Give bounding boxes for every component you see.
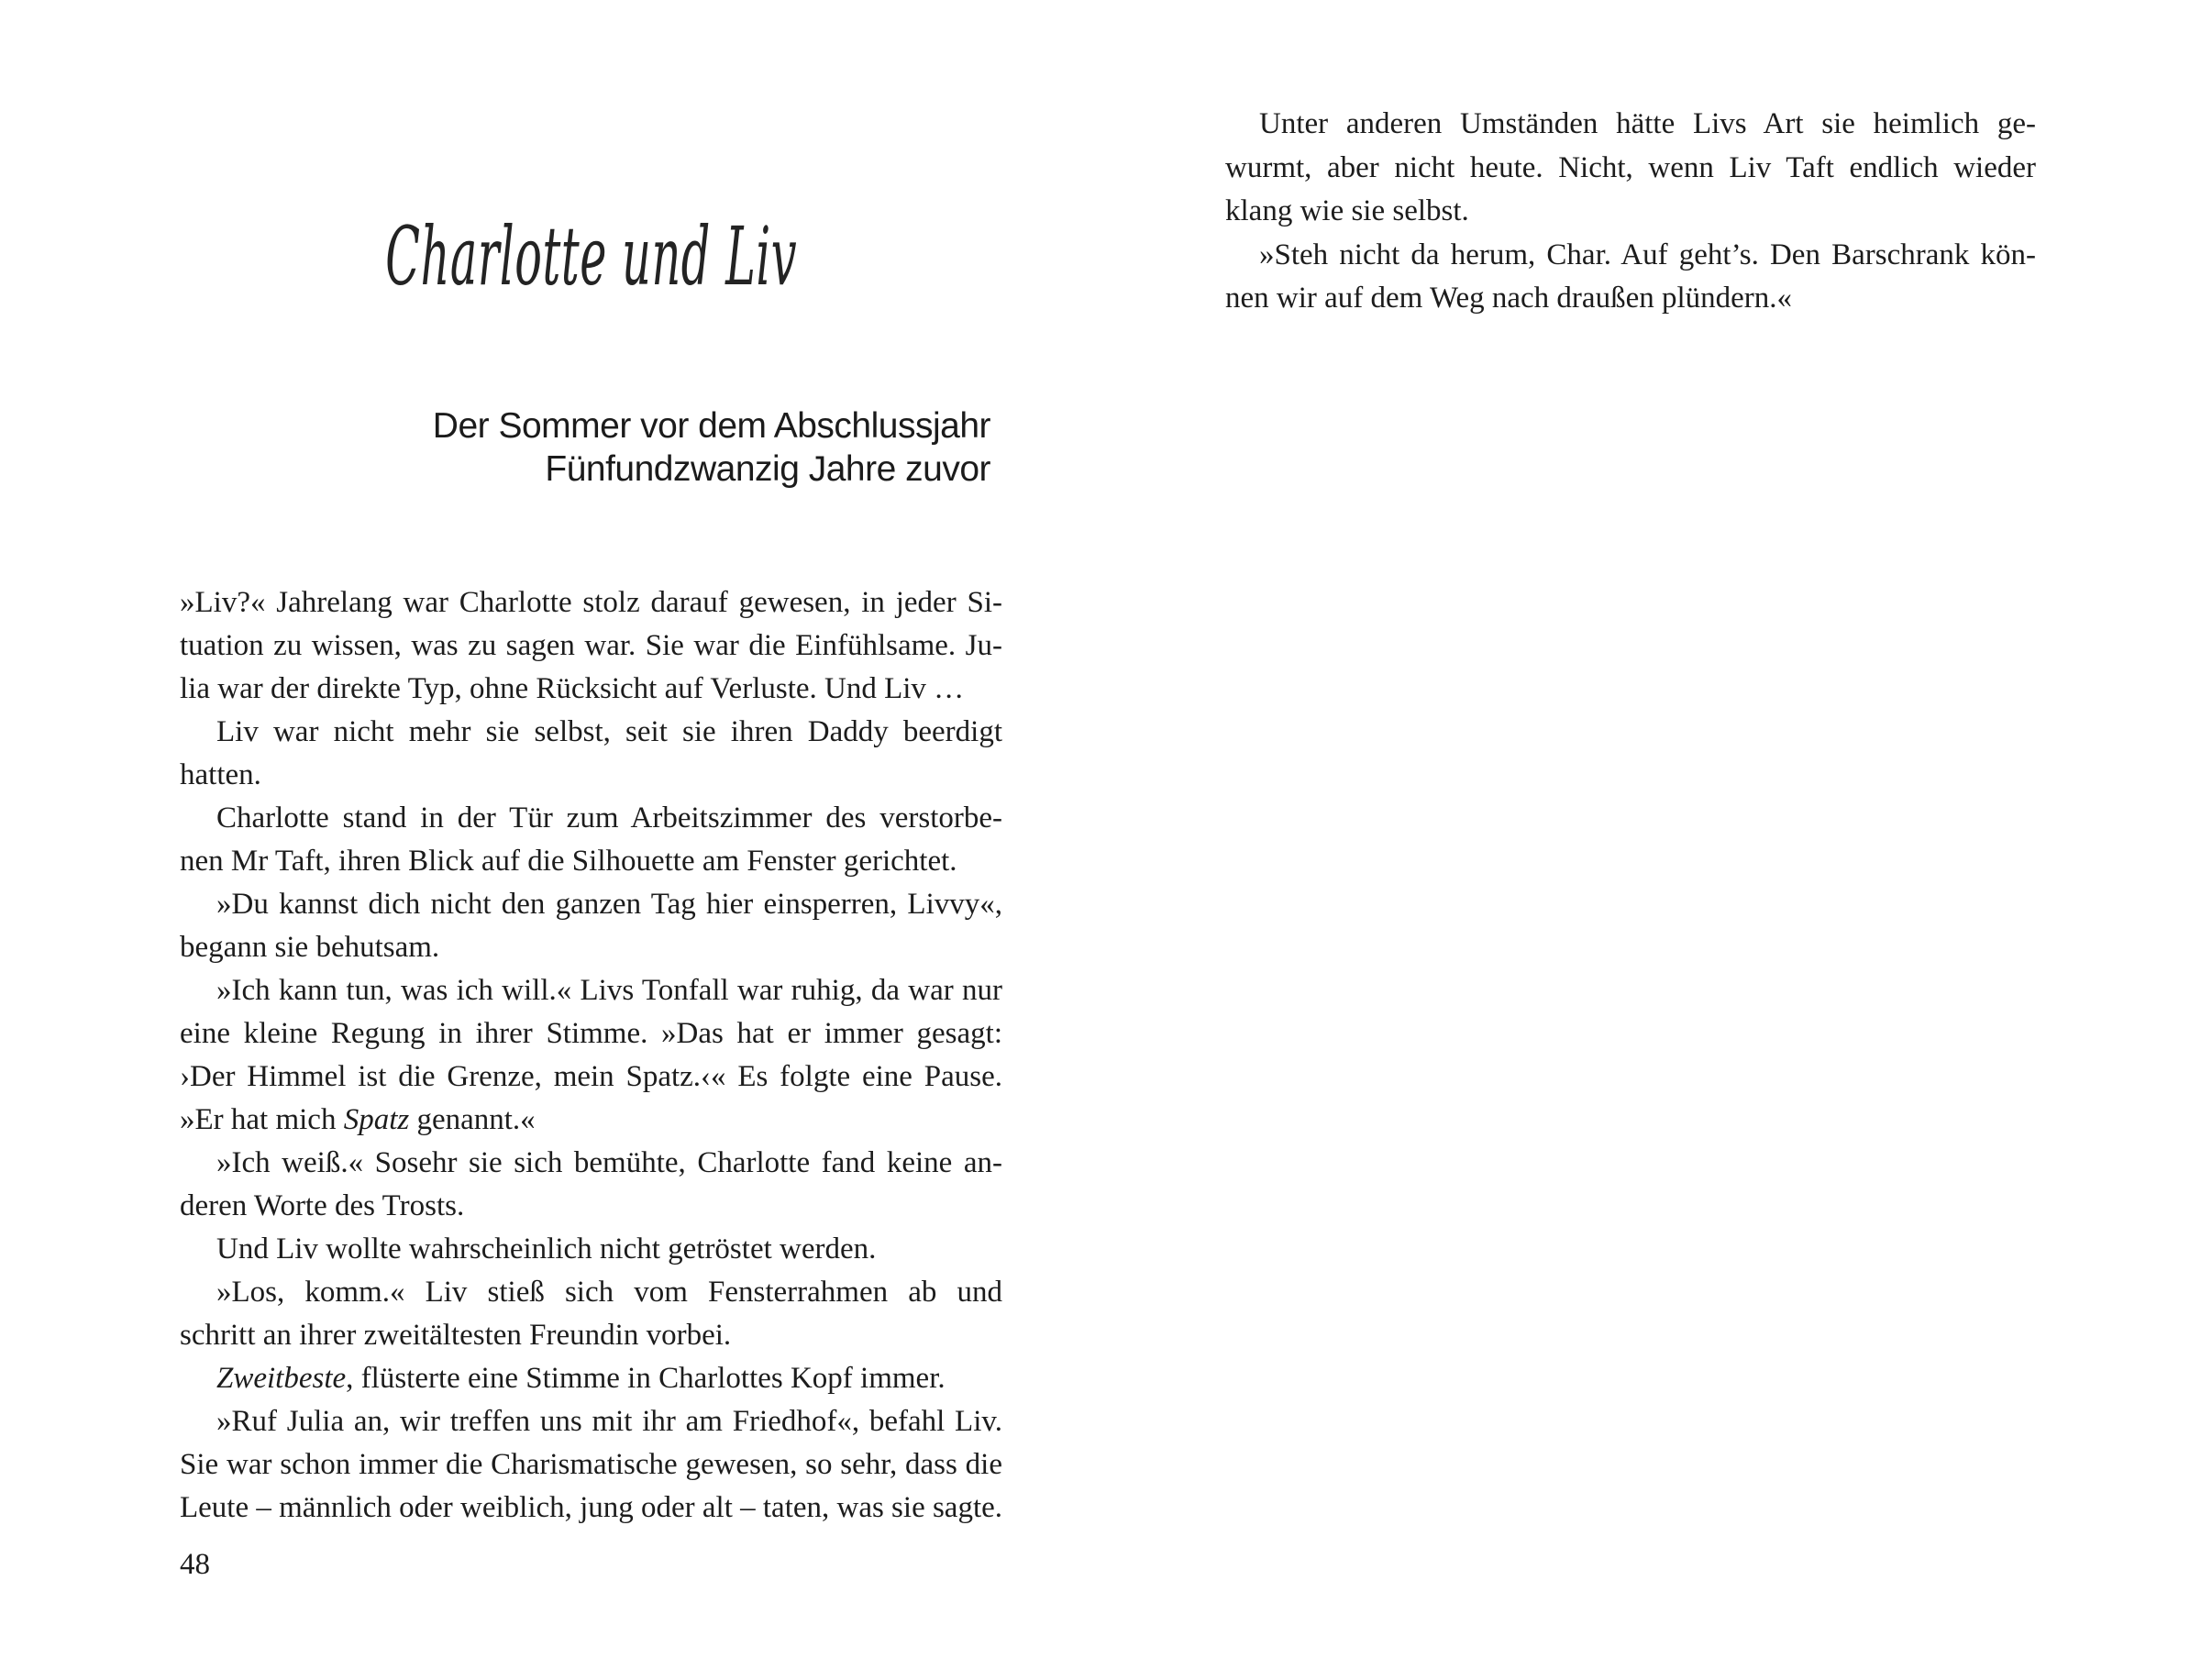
text-line: tuation zu wissen, was zu sagen war. Sie war die Einfühlsame. Ju-	[180, 629, 1002, 662]
text-line: lia war der direkte Typ, ohne Rücksicht auf Verluste. Und Liv …	[180, 672, 965, 705]
body-text	[1225, 103, 2036, 321]
text-line: wurmt, aber nicht heute. Nicht, wenn Liv Taft endlich wieder	[1225, 150, 2036, 184]
text-line: Und Liv wollte wahrscheinlich nicht getröstet werden.	[216, 1232, 877, 1266]
subtitle-line: Der Sommer vor dem Abschlussjahr	[432, 406, 990, 446]
text-line: Sie war schon immer die Charismatische gewesen, so sehr, dass die	[180, 1448, 1002, 1481]
text-line: hatten.	[180, 758, 261, 791]
text-line: Zweitbeste, flüsterte eine Stimme in Charlottes Kopf immer.	[216, 1362, 946, 1395]
text-line: »Er hat mich Spatz genannt.«	[180, 1103, 536, 1136]
text-line: »Ruf Julia an, wir treffen uns mit ihr am Friedhof«, befahl Liv.	[216, 1405, 1002, 1438]
text-line: »Ich weiß.« Sosehr sie sich bemühte, Charlotte fand keine an-	[216, 1146, 1002, 1179]
text-line: nen Mr Taft, ihren Blick auf die Silhouette am Fenster gerichtet.	[180, 845, 957, 878]
text-line: klang wie sie selbst.	[1225, 194, 1469, 227]
page-number: 48	[180, 1548, 210, 1581]
text-line: Leute – männlich oder weiblich, jung oder alt – taten, was sie sagte.	[180, 1491, 1002, 1524]
text-line: schritt an ihrer zweitältesten Freundin vorbei.	[180, 1319, 732, 1352]
text-line: eine kleine Regung in ihrer Stimme. »Das hat er immer gesagt:	[180, 1017, 1002, 1050]
text-line: deren Worte des Trosts.	[180, 1189, 465, 1222]
text-line: begann sie behutsam.	[180, 931, 440, 964]
text-line: ›Der Himmel ist die Grenze, mein Spatz.‹« Es folgte eine Pause.	[180, 1060, 1002, 1093]
text-line: Liv war nicht mehr sie selbst, seit sie ihren Daddy beerdigt	[216, 715, 1002, 748]
text-line: »Du kannst dich nicht den ganzen Tag hier einsperren, Livvy«,	[216, 888, 1002, 921]
text-line: Unter anderen Umständen hätte Livs Art sie heimlich ge-	[1259, 107, 2036, 140]
text-line: »Steh nicht da herum, Char. Auf geht’s. Den Barschrank kön-	[1259, 238, 2036, 271]
text-line: Charlotte stand in der Tür zum Arbeitszimmer des verstorbe-	[216, 801, 1002, 834]
text-line: »Los, komm.« Liv stieß sich vom Fensterrahmen ab und	[216, 1276, 1002, 1309]
text-line: »Ich kann tun, was ich will.« Livs Tonfall war ruhig, da war nur	[216, 974, 1002, 1007]
text-line: nen wir auf dem Weg nach draußen plündern.«	[1225, 282, 1793, 315]
chapter-title-text: Charlotte und Liv	[385, 209, 797, 304]
text-line: »Liv?« Jahrelang war Charlotte stolz darauf gewesen, in jeder Si-	[180, 586, 1002, 619]
subtitle-line: Fünfundzwanzig Jahre zuvor	[545, 448, 990, 489]
